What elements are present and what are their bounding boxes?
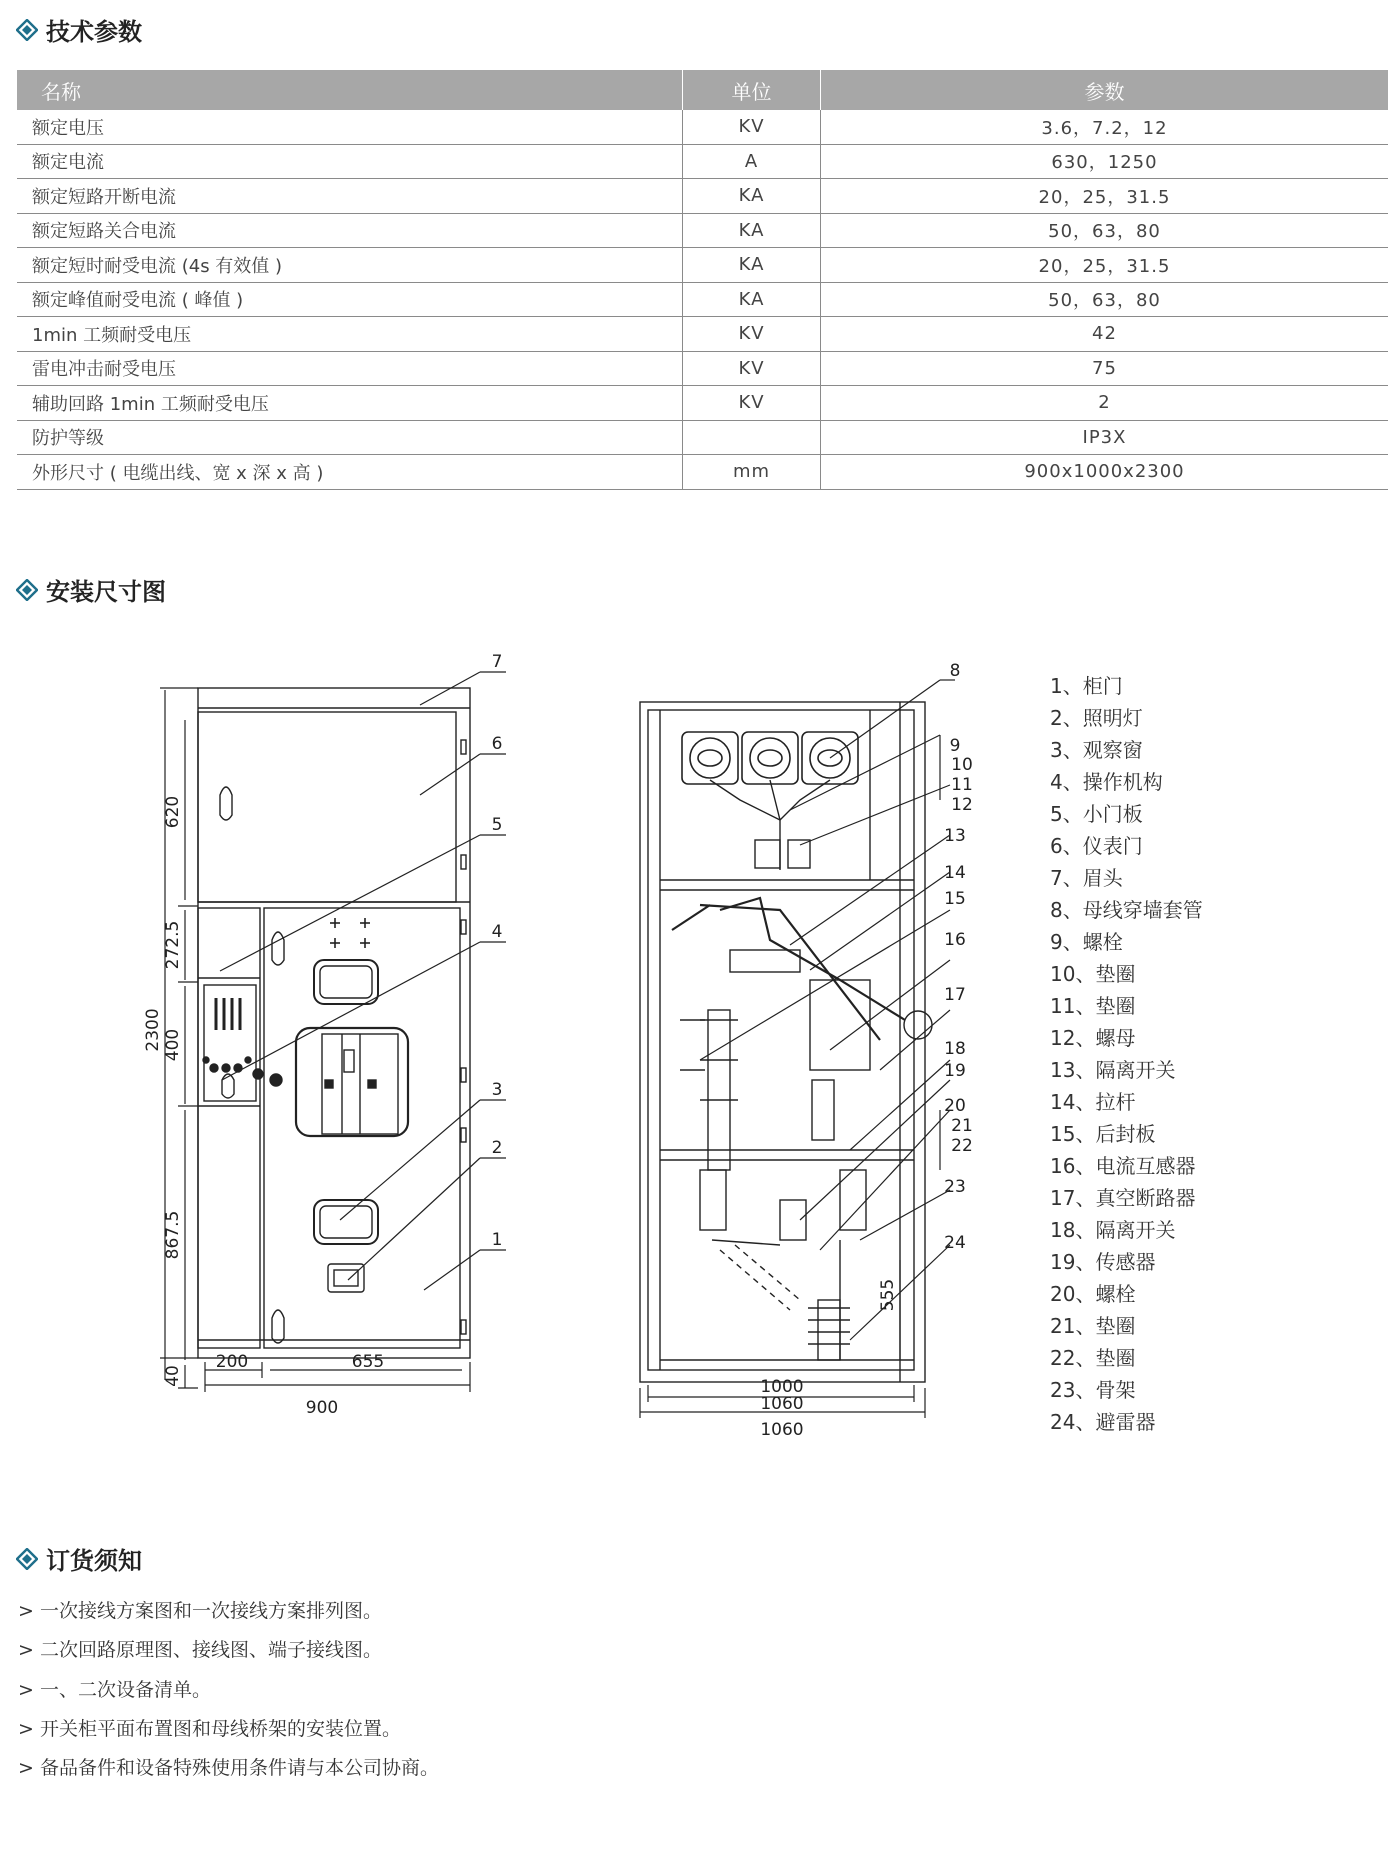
table-cell: 900x1000x2300: [821, 455, 1389, 490]
dim-label: 655: [351, 1352, 385, 1372]
table-cell: KA: [683, 213, 821, 248]
list-item: > 二次回路原理图、接线图、端子接线图。: [18, 1631, 439, 1670]
callout-number: 20: [944, 1096, 966, 1116]
callout-number: 24: [944, 1233, 966, 1253]
callout-number: 15: [944, 889, 966, 909]
table-cell: KA: [683, 248, 821, 283]
component-legend: [1050, 670, 1203, 1438]
table-cell: 外形尺寸 ( 电缆出线、宽 x 深 x 高 ): [17, 455, 683, 490]
legend-item: 16、电流互感器: [1050, 1154, 1196, 1178]
table-cell: 20，25，31.5: [821, 179, 1389, 214]
callout-number: 3: [491, 1080, 503, 1100]
table-row: [17, 110, 1388, 144]
callout-number: 14: [944, 863, 966, 883]
callout-number: 12: [951, 795, 973, 815]
table-cell: 3.6，7.2，12: [821, 110, 1389, 144]
callout-number: 22: [951, 1136, 973, 1156]
table-cell: 额定短时耐受电流 (4s 有效值 ): [17, 248, 683, 283]
dim-label: 1060: [760, 1394, 804, 1414]
table-cell: 630，1250: [821, 144, 1389, 179]
dim-label: 400: [163, 1028, 183, 1062]
list-item: > 一、二次设备清单。: [18, 1671, 439, 1710]
table-row: [17, 144, 1388, 179]
dim-label: 40: [163, 1365, 183, 1387]
diamond-bullet-icon: [16, 19, 38, 41]
legend-item: 13、隔离开关: [1050, 1058, 1176, 1082]
table-cell: 额定短路关合电流: [17, 213, 683, 248]
table-row: [17, 420, 1388, 455]
table-row: [17, 213, 1388, 248]
legend-item: 15、后封板: [1050, 1122, 1156, 1146]
legend-item: 9、螺栓: [1050, 930, 1123, 954]
callout-number: 21: [951, 1116, 973, 1136]
table-row: [17, 351, 1388, 386]
callout-number: 6: [491, 734, 503, 754]
legend-item: 17、真空断路器: [1050, 1186, 1196, 1210]
table-cell: 额定短路开断电流: [17, 179, 683, 214]
table-cell: KA: [683, 282, 821, 317]
table-row: [17, 282, 1388, 317]
diamond-bullet-icon: [16, 579, 38, 601]
dim-label: 2300: [143, 1008, 163, 1052]
table-cell: 辅助回路 1min 工频耐受电压: [17, 386, 683, 421]
callout-number: 17: [944, 985, 966, 1005]
section-title-order: [16, 1541, 142, 1576]
table-cell: KV: [683, 386, 821, 421]
table-cell: KA: [683, 179, 821, 214]
front-view: [143, 652, 506, 1418]
table-cell: 1min 工频耐受电压: [17, 317, 683, 352]
table-cell: KV: [683, 351, 821, 386]
callout-number: 7: [491, 652, 503, 672]
table-cell: 额定电压: [17, 110, 683, 144]
legend-item: 23、骨架: [1050, 1378, 1136, 1402]
table-cell: 50，63，80: [821, 282, 1389, 317]
table-cell: 额定峰值耐受电流 ( 峰值 ): [17, 282, 683, 317]
list-item: > 备品备件和设备特殊使用条件请与本公司协商。: [18, 1749, 439, 1788]
legend-item: 7、眉头: [1050, 866, 1123, 890]
legend-item: 19、传感器: [1050, 1250, 1156, 1274]
dim-label: 867.5: [163, 1210, 183, 1260]
callout-number: 19: [944, 1061, 966, 1081]
spec-table: [17, 70, 1388, 490]
table-cell: 防护等级: [17, 420, 683, 455]
column-header: 单位: [683, 70, 821, 110]
callout-number: 10: [951, 755, 973, 775]
installation-drawing: [0, 640, 1030, 1440]
legend-item: 6、仪表门: [1050, 834, 1143, 858]
section-title-text: 技术参数: [46, 18, 142, 46]
list-item: > 一次接线方案图和一次接线方案排列图。: [18, 1592, 439, 1631]
legend-item: 14、拉杆: [1050, 1090, 1136, 1114]
table-row: [17, 248, 1388, 283]
section-title-text: 安装尺寸图: [46, 578, 166, 606]
callout-number: 5: [491, 815, 503, 835]
table-row: [17, 317, 1388, 352]
column-header: 名称: [17, 70, 683, 110]
table-cell: 42: [821, 317, 1389, 352]
column-header: 参数: [821, 70, 1389, 110]
callout-number: 9: [949, 736, 961, 756]
table-cell: [683, 420, 821, 455]
legend-item: 21、垫圈: [1050, 1314, 1136, 1338]
legend-item: 20、螺栓: [1050, 1282, 1136, 1306]
section-title-install: [16, 572, 166, 607]
dim-label: 1000: [760, 1377, 804, 1397]
legend-item: 8、母线穿墙套管: [1050, 898, 1203, 922]
legend-item: 24、避雷器: [1050, 1410, 1156, 1434]
table-row: [17, 455, 1388, 490]
dim-label: 620: [163, 795, 183, 829]
table-cell: KV: [683, 110, 821, 144]
legend-item: 3、观察窗: [1050, 738, 1143, 762]
table-cell: A: [683, 144, 821, 179]
section-title-tech: [16, 12, 142, 47]
order-notes-list: [18, 1592, 439, 1788]
table-header-row: [17, 70, 1388, 110]
dim-label: 900: [305, 1398, 339, 1418]
callout-number: 11: [951, 775, 973, 795]
callout-number: 1: [491, 1230, 503, 1250]
legend-item: 2、照明灯: [1050, 706, 1143, 730]
legend-item: 12、螺母: [1050, 1026, 1136, 1050]
dim-label: 1060: [760, 1420, 804, 1440]
dim-label: 200: [215, 1352, 249, 1372]
diamond-bullet-icon: [16, 1548, 38, 1570]
table-cell: 20，25，31.5: [821, 248, 1389, 283]
callout-number: 16: [944, 930, 966, 950]
callout-number: 4: [491, 922, 503, 942]
legend-item: 10、垫圈: [1050, 962, 1136, 986]
table-cell: IP3X: [821, 420, 1389, 455]
table-cell: 额定电流: [17, 144, 683, 179]
table-row: [17, 386, 1388, 421]
dim-label: 555: [878, 1278, 898, 1312]
table-cell: KV: [683, 317, 821, 352]
legend-item: 1、柜门: [1050, 674, 1123, 698]
table-cell: 2: [821, 386, 1389, 421]
legend-item: 11、垫圈: [1050, 994, 1136, 1018]
callout-number: 23: [944, 1177, 966, 1197]
list-item: > 开关柜平面布置图和母线桥架的安装位置。: [18, 1710, 439, 1749]
table-cell: 50，63，80: [821, 213, 1389, 248]
callout-number: 8: [949, 661, 961, 681]
callout-number: 2: [491, 1138, 503, 1158]
dim-label: 272.5: [163, 920, 183, 970]
table-cell: 雷电冲击耐受电压: [17, 351, 683, 386]
callout-number: 18: [944, 1039, 966, 1059]
legend-item: 22、垫圈: [1050, 1346, 1136, 1370]
legend-item: 5、小门板: [1050, 802, 1143, 826]
section-title-text: 订货须知: [46, 1547, 142, 1575]
legend-item: 18、隔离开关: [1050, 1218, 1176, 1242]
callout-number: 13: [944, 826, 966, 846]
table-cell: 75: [821, 351, 1389, 386]
table-cell: mm: [683, 455, 821, 490]
table-row: [17, 179, 1388, 214]
side-view: [640, 661, 973, 1440]
legend-item: 4、操作机构: [1050, 770, 1163, 794]
